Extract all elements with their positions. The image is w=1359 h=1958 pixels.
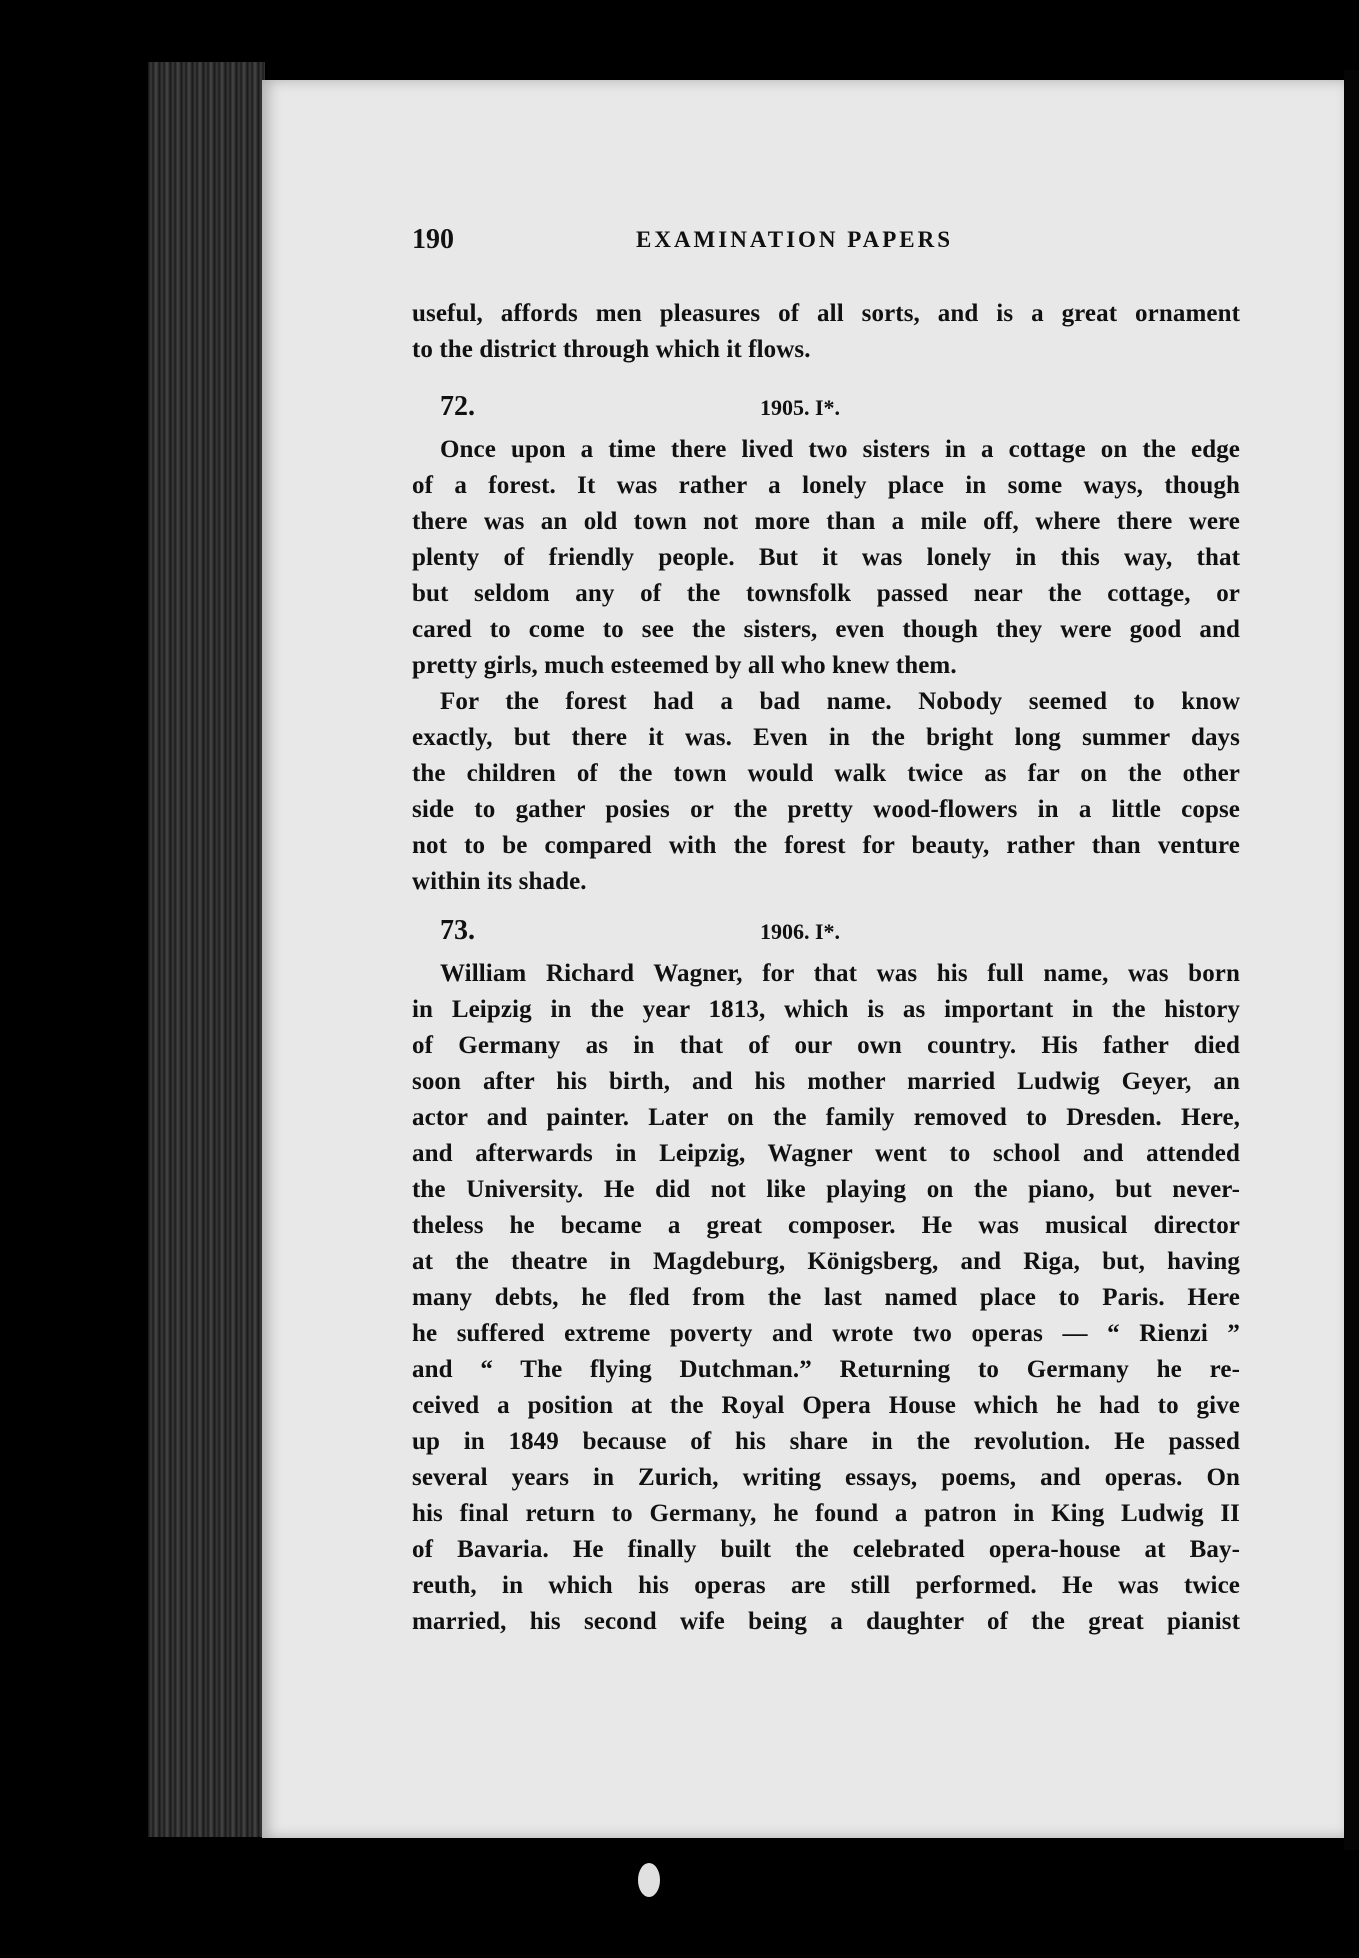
running-title: EXAMINATION PAPERS — [636, 227, 954, 252]
text-line: many debts, he fled from the last named place to Paris. Here — [412, 1284, 1240, 1311]
text-line: side to gather posies or the pretty wood-flowers in a little copse — [412, 796, 1240, 823]
text-line: his final return to Germany, he found a patron in King Ludwig II — [412, 1500, 1240, 1527]
text-line: the children of the town would walk twice as far on the other — [412, 760, 1240, 787]
text-line: the University. He did not like playing on the piano, but never- — [412, 1176, 1240, 1203]
text-line: there was an old town not more than a mile off, where there were — [412, 508, 1240, 535]
text-line: plenty of friendly people. But it was lonely in this way, that — [412, 544, 1240, 571]
text-line: useful, affords men pleasures of all sorts, and is a great ornament — [412, 300, 1240, 327]
section-year: 1906. I*. — [760, 919, 841, 944]
text-line: in Leipzig in the year 1813, which is as important in the history — [412, 996, 1240, 1023]
text-line: he suffered extreme poverty and wrote two operas — “ Rienzi ” — [412, 1320, 1240, 1347]
text-line: pretty girls, much esteemed by all who knew them. — [412, 652, 957, 679]
section-number: 73. — [440, 915, 475, 946]
text-line: actor and painter. Later on the family removed to Dresden. Here, — [412, 1104, 1240, 1131]
text-line: cared to come to see the sisters, even though they were good and — [412, 616, 1240, 643]
text-line: not to be compared with the forest for beauty, rather than venture — [412, 832, 1240, 859]
text-line: exactly, but there it was. Even in the bright long summer days — [412, 724, 1240, 751]
section-year: 1905. I*. — [760, 395, 841, 420]
text-line: and “ The flying Dutchman.” Returning to Germany he re- — [412, 1356, 1240, 1383]
text-line: reuth, in which his operas are still performed. He was twice — [412, 1572, 1240, 1599]
text-line: of a forest. It was rather a lonely place in some ways, though — [412, 472, 1240, 499]
text-line: married, his second wife being a daughter of the great pianist — [412, 1608, 1240, 1635]
text-line: ceived a position at the Royal Opera House which he had to give — [412, 1392, 1240, 1419]
text-line: and afterwards in Leipzig, Wagner went to school and attended — [412, 1140, 1240, 1167]
text-line: William Richard Wagner, for that was his full name, was born — [440, 960, 1240, 987]
section-number: 72. — [440, 391, 475, 422]
text-line: of Bavaria. He finally built the celebrated opera-house at Bay- — [412, 1536, 1240, 1563]
text-line: but seldom any of the townsfolk passed near the cottage, or — [412, 580, 1240, 607]
book-page-edges — [148, 62, 265, 1837]
scan-smudge — [638, 1863, 660, 1897]
scan-border — [1344, 70, 1359, 1850]
text-line: For the forest had a bad name. Nobody seemed to know — [440, 688, 1240, 715]
text-line: within its shade. — [412, 868, 587, 895]
text-line: of Germany as in that of our own country. His father died — [412, 1032, 1240, 1059]
text-line: to the district through which it flows. — [412, 336, 811, 363]
text-line: Once upon a time there lived two sisters in a cottage on the edge — [440, 436, 1240, 463]
text-line: up in 1849 because of his share in the revolution. He passed — [412, 1428, 1240, 1455]
page-number: 190 — [412, 224, 454, 255]
text-line: soon after his birth, and his mother married Ludwig Geyer, an — [412, 1068, 1240, 1095]
text-line: several years in Zurich, writing essays, poems, and operas. On — [412, 1464, 1240, 1491]
text-line: theless he became a great composer. He was musical director — [412, 1212, 1240, 1239]
text-line: at the theatre in Magdeburg, Königsberg, and Riga, but, having — [412, 1248, 1240, 1275]
